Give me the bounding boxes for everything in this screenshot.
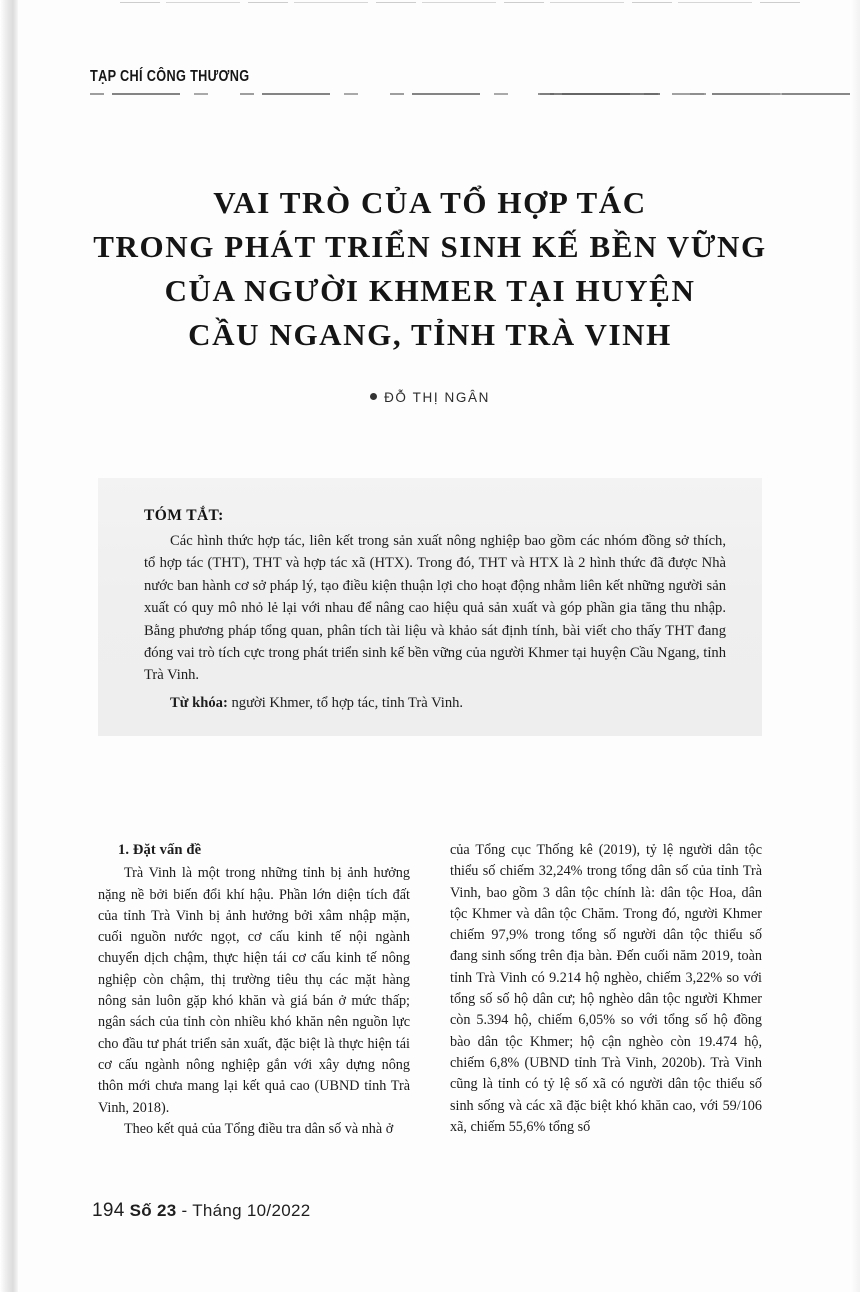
abstract-body: Các hình thức hợp tác, liên kết trong sản xuất nông nghiệp bao gồm các nhóm đồng sở thích, tổ hợp tác (THT), THT và hợp tác xã (HTX). Trong đó, THT và HTX là 2 hình thức đã được Nhà nước ban hành cơ sở pháp lý, tạo điều kiện thuận lợi cho hoạt động nhằm liên kết những người sản xuất có quy mô nhỏ lẻ lại với nhau để nâng cao hiệu quả sản xuất và góp phần gia tăng thu nhập. Bằng phương pháp tổng quan, phân tích tài liệu và khảo sát định tính, bài viết cho thấy THT đang đóng vai trò tích cực trong phát triển sinh kế bền vững của người Khmer tại huyện Cầu Ngang, tỉnh Trà Vinh. — [144, 533, 726, 684]
page-footer — [92, 1200, 310, 1222]
author-name: ĐỖ THỊ NGÂN — [384, 390, 490, 405]
title-line-1: VAI TRÒ CỦA TỔ HỢP TÁC — [213, 184, 647, 220]
abstract-box — [98, 478, 762, 736]
body-column-left — [98, 840, 410, 1170]
section-heading: 1. Đặt vấn đề — [118, 842, 202, 858]
running-head — [90, 68, 790, 86]
body-columns — [98, 840, 762, 1170]
scan-right-fade — [850, 0, 860, 1292]
abstract-heading: TÓM TẮT: — [144, 507, 224, 524]
journal-name: TẠP CHÍ CÔNG THƯƠNG — [90, 68, 250, 85]
title-line-3: CỦA NGƯỜI KHMER TẠI HUYỆN — [164, 272, 696, 308]
body-paragraph: của Tổng cục Thống kê (2019), tỷ lệ người dân tộc thiểu số chiếm 32,24% trong tổng dân số của tỉnh Trà Vinh, bao gồm 3 dân tộc chính là: dân tộc Hoa, dân tộc Khmer và dân tộc Chăm. Trong đó, người Khmer chiếm 97,9% trong tổng số người dân tộc thiểu số đang sinh sống trên địa bàn. Đến cuối năm 2019, toàn tỉnh Trà Vinh có 9.214 hộ nghèo, chiếm 3,22% so với tổng số số hộ dân cư; hộ nghèo dân tộc người Khmer còn 5.394 hộ, chiếm 6,05% so với tổng số hộ đồng bào dân tộc Khmer; hộ cận nghèo còn 19.474 hộ, chiếm 6,8% (UBND tỉnh Trà Vinh, 2020b). Trà Vinh cũng là tỉnh có tỷ lệ số xã có người dân tộc thiểu số sinh sống và các xã đặc biệt khó khăn cao, với 59/106 xã, chiếm 55,6% tổng số — [450, 842, 762, 1135]
keywords-value: người Khmer, tổ hợp tác, tỉnh Trà Vinh. — [231, 694, 464, 711]
body-paragraph: Theo kết quả của Tổng điều tra dân số và nhà ở — [124, 1120, 394, 1137]
keywords-label: Từ khóa: — [170, 694, 228, 711]
header-rule-right — [520, 93, 860, 95]
title-line-4: CẦU NGANG, TỈNH TRÀ VINH — [188, 316, 672, 352]
issue-number: Số 23 — [129, 1201, 177, 1220]
body-paragraph: Trà Vinh là một trong những tỉnh bị ảnh hưởng nặng nề bởi biến đổi khí hậu. Phần lớn diện tích đất của tỉnh Trà Vinh bị ảnh hưởng bởi xâm nhập mặn, cuối nguồn nước ngọt, cơ cấu kinh tế nội ngành chuyển dịch chậm, thực hiện tái cơ cấu kinh tế nông nghiệp còn chậm, thị trường tiêu thụ các mặt hàng nông sản luôn gặp khó khăn và giá bán ở mức thấp; ngân sách của tỉnh còn nhiều khó khăn nên nguồn lực cho đầu tư phát triển sản xuất, đặc biệt là thực hiện tái cơ cấu ngành nông nghiệp gắn với xây dựng nông thôn mới chưa mang lại kết quả cao (UBND tỉnh Trà Vinh, 2018). — [98, 865, 410, 1116]
issue-date: - Tháng 10/2022 — [176, 1201, 311, 1220]
article-title — [60, 181, 800, 357]
scan-top-artifact-line — [120, 2, 800, 3]
keywords-line — [144, 692, 726, 714]
page-number: 194 — [92, 1200, 125, 1221]
scan-edge-shadow — [0, 0, 18, 1292]
author-byline — [60, 390, 800, 405]
bullet-icon — [370, 393, 377, 400]
body-column-right — [450, 840, 762, 1170]
title-line-2: TRONG PHÁT TRIỂN SINH KẾ BỀN VỮNG — [93, 228, 767, 264]
